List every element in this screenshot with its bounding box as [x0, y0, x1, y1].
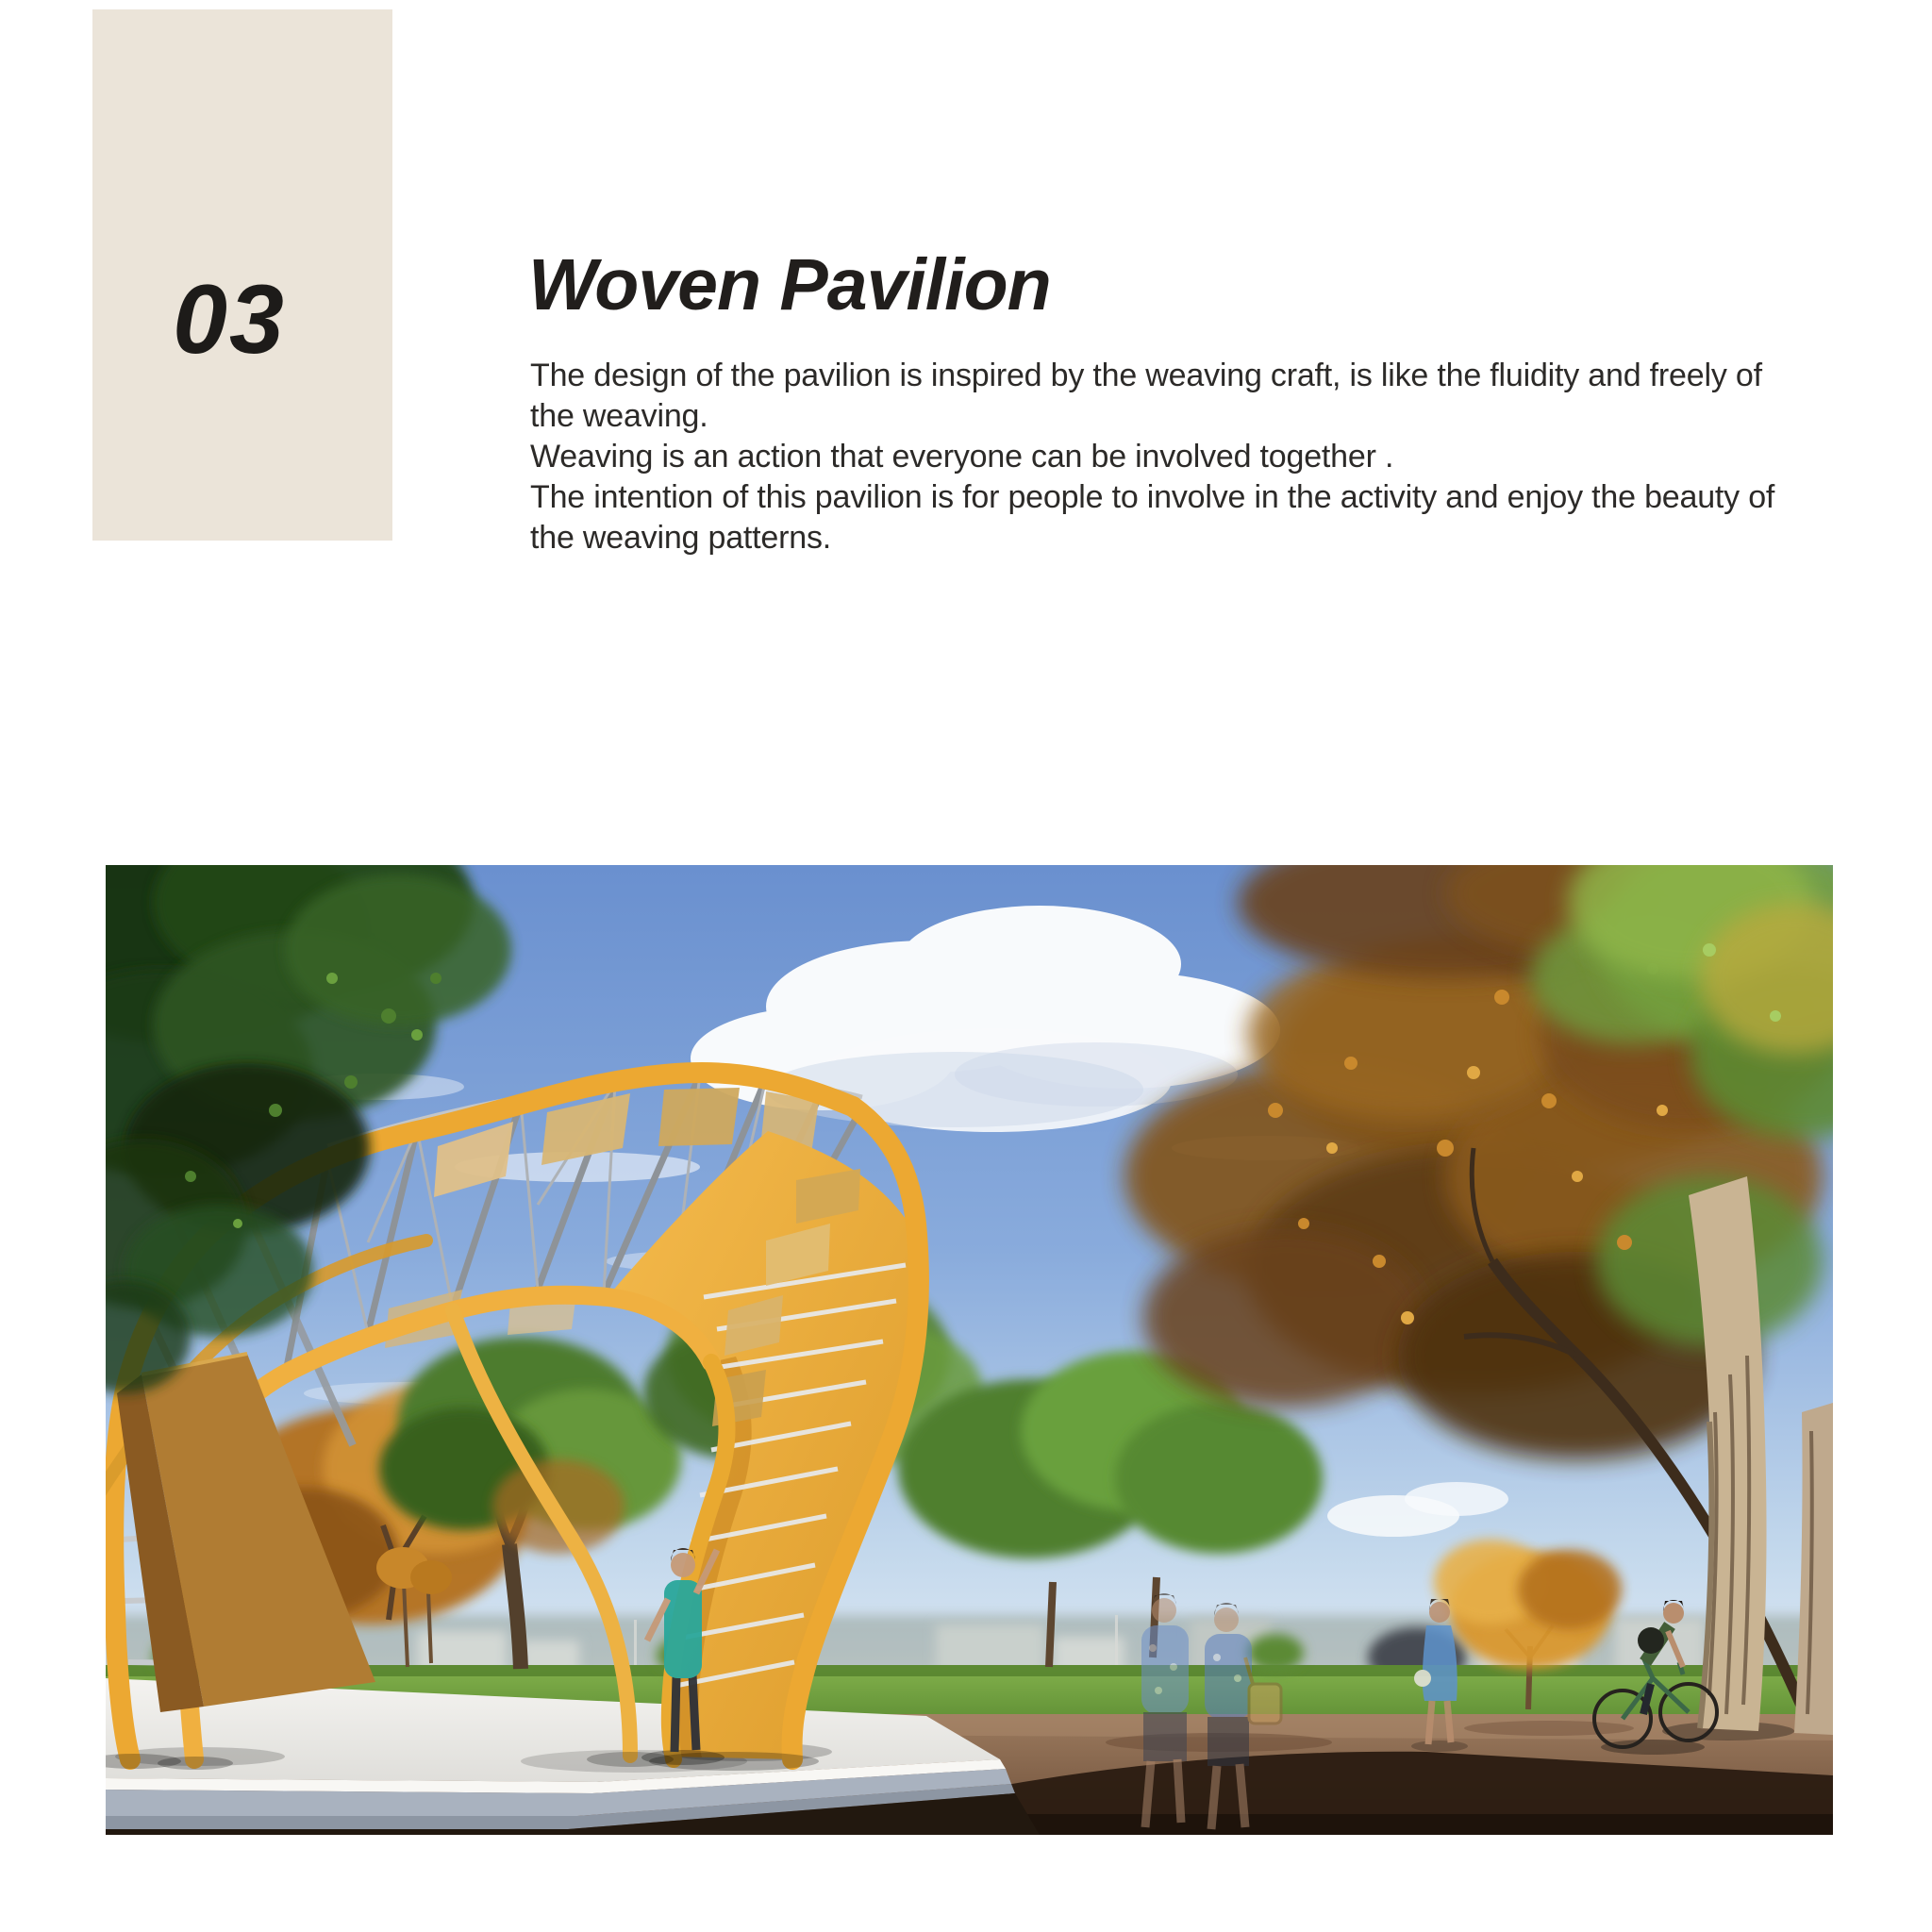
description-line: Weaving is an action that everyone can be involved together . — [530, 439, 1394, 475]
description-line: The intention of this pavilion is for people to involve in the activity and enjoy the beauty of — [530, 479, 1775, 515]
chapter-number: 03 — [173, 265, 286, 375]
page-title: Woven Pavilion — [528, 244, 1051, 325]
project-description — [530, 356, 1774, 558]
description-line: the weaving patterns. — [530, 520, 831, 556]
chapter-number-box — [92, 9, 392, 541]
pavilion-render-image — [106, 865, 1833, 1835]
description-line: The design of the pavilion is inspired by the weaving craft, is like the fluidity and freely of — [530, 358, 1762, 393]
description-line: the weaving. — [530, 398, 708, 434]
